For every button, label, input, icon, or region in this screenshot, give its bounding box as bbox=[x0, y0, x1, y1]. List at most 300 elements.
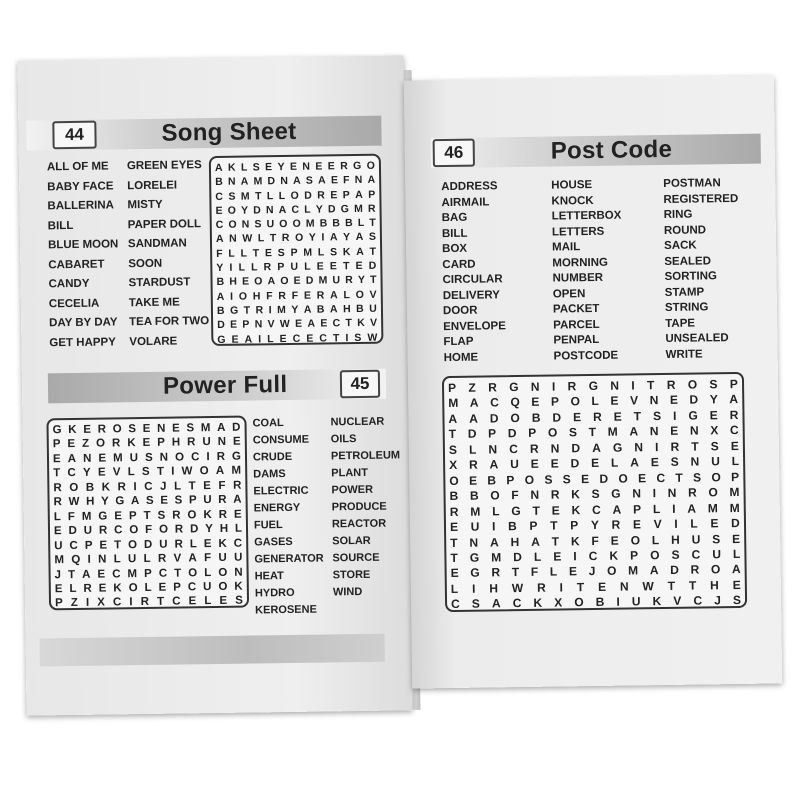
grid-letter: E bbox=[327, 160, 335, 173]
grid-letter: G bbox=[353, 159, 362, 173]
grid-letter: S bbox=[128, 423, 137, 436]
word-list-item: REACTOR bbox=[331, 517, 387, 531]
grid-letter: F bbox=[204, 552, 212, 565]
grid-letter: R bbox=[687, 485, 697, 500]
power-full-banner bbox=[48, 369, 386, 404]
grid-letter: Y bbox=[709, 392, 718, 407]
grid-letter: E bbox=[610, 533, 619, 548]
grid-letter: B bbox=[216, 276, 225, 289]
grid-letter: S bbox=[471, 596, 480, 612]
grid-letter: G bbox=[217, 333, 226, 346]
grid-letter: L bbox=[267, 332, 274, 345]
grid-letter: T bbox=[53, 467, 61, 480]
grid-letter: C bbox=[215, 190, 224, 203]
grid-letter: C bbox=[191, 451, 200, 464]
grid-letter: K bbox=[609, 548, 619, 563]
word-list-item: VOLARE bbox=[129, 335, 178, 348]
grid-letter: R bbox=[488, 380, 497, 395]
grid-letter: K bbox=[113, 582, 122, 595]
word-list-item: CECELIA bbox=[48, 297, 100, 310]
grid-letter: C bbox=[591, 502, 601, 517]
word-list-item: HOUSE bbox=[551, 178, 593, 192]
grid-letter: L bbox=[304, 203, 311, 216]
grid-letter: N bbox=[667, 486, 677, 501]
grid-letter: E bbox=[531, 395, 540, 410]
grid-letter: A bbox=[630, 455, 640, 470]
grid-letter: H bbox=[710, 578, 719, 593]
grid-letter: S bbox=[591, 487, 600, 502]
grid-letter: O bbox=[187, 508, 197, 522]
grid-row bbox=[217, 330, 377, 347]
grid-letter: E bbox=[265, 161, 273, 174]
grid-letter: R bbox=[232, 479, 242, 492]
word-list-item: TEA FOR TWO bbox=[129, 315, 210, 329]
grid-letter: U bbox=[691, 532, 701, 547]
grid-letter: M bbox=[231, 465, 242, 478]
grid-letter: K bbox=[227, 161, 236, 174]
grid-letter: E bbox=[219, 595, 228, 608]
grid-letter: E bbox=[316, 260, 324, 273]
grid-letter: O bbox=[547, 425, 558, 440]
grid-letter: K bbox=[571, 487, 580, 502]
grid-letter: R bbox=[83, 582, 92, 595]
grid-letter: H bbox=[219, 523, 229, 536]
word-list-item: SOURCE bbox=[332, 551, 380, 565]
grid-letter: T bbox=[551, 534, 560, 549]
song-sheet-word-list-2 bbox=[127, 156, 210, 352]
grid-letter: B bbox=[319, 217, 328, 230]
grid-row bbox=[55, 594, 243, 611]
grid-letter: E bbox=[203, 537, 212, 550]
grid-letter: A bbox=[216, 290, 225, 303]
word-list-item: MORNING bbox=[552, 256, 609, 270]
grid-letter: R bbox=[216, 450, 226, 463]
grid-letter: S bbox=[710, 439, 719, 454]
grid-letter: T bbox=[369, 245, 377, 258]
grid-letter: I bbox=[345, 331, 349, 344]
grid-letter: A bbox=[188, 552, 197, 565]
grid-letter: O bbox=[570, 394, 580, 409]
grid-letter: P bbox=[144, 567, 152, 580]
grid-letter: M bbox=[470, 504, 481, 519]
word-list-item: CABARET bbox=[48, 258, 105, 271]
post-code-word-list-2 bbox=[551, 178, 623, 365]
grid-letter: A bbox=[307, 317, 316, 330]
grid-letter: O bbox=[710, 562, 721, 577]
grid-letter: A bbox=[303, 303, 312, 316]
grid-letter: G bbox=[340, 203, 349, 216]
grid-letter: I bbox=[171, 465, 175, 478]
grid-letter: W bbox=[511, 580, 524, 596]
grid-letter: B bbox=[449, 489, 459, 504]
grid-letter: L bbox=[257, 232, 265, 245]
grid-letter: A bbox=[329, 231, 338, 244]
grid-letter: Y bbox=[82, 467, 91, 480]
grid-letter: K bbox=[218, 537, 227, 550]
grid-letter: A bbox=[130, 495, 140, 508]
post-code-banner bbox=[431, 134, 761, 169]
word-list-item: POSTCODE bbox=[553, 349, 619, 363]
grid-letter: L bbox=[317, 246, 325, 259]
word-list-item: PRODUCE bbox=[331, 500, 387, 514]
grid-letter: R bbox=[263, 261, 272, 274]
grid-letter: O bbox=[129, 524, 139, 537]
grid-letter: S bbox=[709, 377, 718, 392]
word-list-item: STRING bbox=[664, 301, 709, 314]
word-list-item: CARD bbox=[442, 258, 476, 271]
grid-letter: R bbox=[187, 436, 196, 449]
grid-letter: T bbox=[450, 535, 458, 550]
grid-letter: P bbox=[52, 438, 61, 451]
grid-letter: P bbox=[550, 394, 560, 410]
grid-letter: S bbox=[670, 455, 679, 470]
song-sheet-page-number: 44 bbox=[52, 121, 96, 150]
grid-letter: G bbox=[611, 486, 621, 501]
grid-letter: E bbox=[295, 318, 303, 331]
grid-letter: B bbox=[345, 217, 353, 230]
grid-letter: E bbox=[450, 566, 459, 581]
grid-letter: P bbox=[529, 518, 538, 533]
grid-letter: G bbox=[115, 495, 125, 508]
grid-letter: H bbox=[670, 532, 680, 547]
grid-letter: C bbox=[512, 596, 522, 611]
grid-letter: E bbox=[215, 204, 223, 217]
word-list-item: GASES bbox=[254, 535, 293, 549]
grid-letter: L bbox=[69, 582, 77, 596]
word-list-item: AIRMAIL bbox=[441, 195, 490, 209]
grid-letter: B bbox=[316, 303, 325, 316]
grid-letter: W bbox=[181, 465, 193, 478]
grid-letter: S bbox=[562, 472, 571, 487]
grid-row bbox=[216, 273, 376, 290]
grid-letter: P bbox=[242, 318, 250, 331]
grid-letter: R bbox=[117, 481, 126, 494]
grid-letter: D bbox=[467, 426, 477, 442]
grid-letter: D bbox=[305, 274, 314, 288]
grid-letter: S bbox=[228, 190, 236, 203]
grid-letter: M bbox=[81, 510, 92, 523]
grid-letter: L bbox=[53, 510, 61, 523]
grid-letter: M bbox=[729, 485, 740, 500]
grid-letter: L bbox=[240, 161, 248, 174]
grid-letter: C bbox=[69, 539, 78, 552]
grid-letter: C bbox=[158, 567, 168, 580]
grid-letter: I bbox=[616, 594, 620, 610]
grid-letter: O bbox=[294, 232, 304, 245]
grid-letter: O bbox=[574, 595, 584, 610]
grid-letter: T bbox=[448, 427, 457, 442]
grid-letter: B bbox=[531, 410, 541, 425]
grid-letter: E bbox=[67, 438, 76, 451]
word-list-item: NUCLEAR bbox=[330, 415, 385, 429]
grid-letter: D bbox=[368, 259, 377, 272]
grid-letter: Y bbox=[590, 518, 600, 533]
grid-letter: E bbox=[231, 333, 239, 346]
grid-letter: K bbox=[571, 502, 581, 517]
grid-letter: H bbox=[171, 436, 181, 450]
grid-letter: D bbox=[143, 538, 153, 551]
grid-letter: U bbox=[218, 551, 227, 565]
grid-letter: A bbox=[355, 188, 363, 201]
grid-letter: N bbox=[254, 318, 263, 331]
grid-letter: D bbox=[189, 523, 199, 536]
grid-letter: R bbox=[317, 189, 325, 202]
grid-letter: R bbox=[174, 538, 183, 551]
grid-letter: T bbox=[688, 578, 697, 593]
grid-letter: T bbox=[370, 274, 377, 287]
grid-letter: W bbox=[279, 318, 290, 331]
grid-letter: I bbox=[672, 408, 677, 423]
grid-letter: Y bbox=[291, 303, 299, 316]
grid-letter: Y bbox=[240, 204, 249, 217]
grid-letter: K bbox=[203, 508, 212, 521]
grid-letter: T bbox=[332, 331, 340, 344]
grid-letter: R bbox=[345, 274, 353, 287]
grid-letter: T bbox=[633, 409, 642, 424]
grid-letter: C bbox=[187, 581, 197, 594]
word-list-item: STARDUST bbox=[128, 276, 191, 290]
grid-letter: F bbox=[266, 289, 273, 302]
grid-letter: O bbox=[290, 189, 299, 202]
grid-letter: E bbox=[315, 160, 323, 173]
word-list-item: DOOR bbox=[442, 304, 478, 318]
word-list-item: NUMBER bbox=[552, 271, 604, 285]
grid-letter: E bbox=[97, 466, 106, 480]
grid-letter: H bbox=[489, 581, 499, 596]
grid-letter: D bbox=[507, 426, 517, 441]
grid-letter: U bbox=[83, 524, 93, 538]
grid-letter: R bbox=[316, 289, 325, 302]
grid-letter: N bbox=[302, 160, 311, 173]
grid-letter: U bbox=[159, 538, 168, 551]
grid-letter: S bbox=[157, 509, 166, 522]
grid-letter: T bbox=[188, 480, 196, 493]
grid-letter: C bbox=[691, 547, 701, 562]
grid-letter: M bbox=[303, 246, 313, 259]
word-list-item: SOON bbox=[128, 257, 163, 270]
grid-letter: U bbox=[712, 547, 722, 562]
grid-letter: O bbox=[218, 580, 228, 593]
grid-letter: I bbox=[655, 439, 659, 454]
grid-letter: N bbox=[265, 204, 274, 217]
grid-letter: T bbox=[143, 509, 151, 522]
grid-letter: U bbox=[332, 274, 341, 287]
grid-letter: N bbox=[354, 174, 363, 187]
grid-letter: C bbox=[67, 467, 76, 480]
grid-letter: P bbox=[570, 518, 579, 533]
grid-letter: A bbox=[649, 563, 659, 578]
word-list-item: OPEN bbox=[552, 287, 586, 301]
word-list-item: SANDMAN bbox=[127, 237, 187, 251]
grid-letter: I bbox=[491, 519, 496, 534]
grid-letter: A bbox=[629, 424, 639, 439]
grid-letter: Y bbox=[216, 261, 224, 275]
grid-letter: G bbox=[612, 440, 623, 455]
grid-letter: T bbox=[156, 596, 165, 609]
grid-letter: S bbox=[254, 218, 262, 231]
grid-letter: U bbox=[369, 302, 377, 315]
grid-letter: N bbox=[550, 441, 560, 456]
grid-letter: A bbox=[592, 440, 601, 455]
grid-letter: N bbox=[488, 442, 498, 457]
grid-letter: O bbox=[630, 532, 641, 548]
grid-letter: Y bbox=[357, 274, 366, 287]
grid-letter: A bbox=[731, 562, 741, 577]
word-list-item: HOME bbox=[443, 351, 479, 364]
grid-letter: Y bbox=[277, 161, 285, 174]
grid-letter: J bbox=[714, 593, 721, 608]
grid-letter: P bbox=[84, 539, 93, 552]
grid-letter: F bbox=[218, 479, 226, 492]
grid-letter: F bbox=[591, 533, 599, 548]
grid-letter: R bbox=[218, 508, 228, 521]
grid-letter: O bbox=[128, 582, 138, 595]
grid-letter: T bbox=[156, 466, 165, 479]
grid-letter: D bbox=[217, 319, 225, 332]
grid-letter: O bbox=[96, 437, 106, 451]
grid-letter: L bbox=[732, 546, 741, 562]
word-list-item: GENERATOR bbox=[254, 552, 324, 566]
grid-letter: R bbox=[536, 580, 546, 595]
grid-letter: R bbox=[567, 379, 577, 394]
grid-letter: C bbox=[114, 524, 123, 537]
grid-letter: E bbox=[730, 438, 739, 453]
grid-letter: T bbox=[252, 247, 260, 260]
grid-letter: A bbox=[215, 465, 225, 478]
grid-letter: V bbox=[653, 517, 662, 532]
grid-letter: B bbox=[487, 473, 497, 488]
grid-letter: E bbox=[142, 422, 151, 436]
grid-letter: L bbox=[144, 581, 152, 594]
grid-letter: N bbox=[229, 233, 237, 246]
grid-letter: E bbox=[188, 595, 197, 608]
grid-letter: S bbox=[568, 425, 578, 440]
word-list-item: BALLERINA bbox=[47, 199, 115, 213]
grid-letter: A bbox=[367, 174, 376, 187]
grid-letter: N bbox=[632, 486, 642, 501]
grid-letter: O bbox=[175, 451, 185, 464]
grid-letter: R bbox=[491, 565, 501, 580]
grid-letter: L bbox=[234, 522, 243, 535]
grid-letter: M bbox=[318, 274, 328, 287]
grid-letter: L bbox=[238, 261, 246, 274]
grid-letter: E bbox=[468, 473, 478, 488]
grid-letter: G bbox=[470, 566, 480, 581]
grid-letter: E bbox=[709, 408, 718, 423]
grid-letter: R bbox=[281, 232, 290, 245]
post-code-word-list-3 bbox=[663, 176, 740, 363]
grid-letter: F bbox=[145, 524, 153, 537]
grid-letter: L bbox=[591, 394, 599, 409]
grid-letter: U bbox=[631, 594, 641, 609]
grid-letter: A bbox=[217, 421, 226, 434]
grid-letter: O bbox=[524, 472, 535, 487]
grid-letter: X bbox=[449, 458, 458, 473]
grid-letter: F bbox=[291, 289, 299, 302]
grid-letter: R bbox=[174, 523, 184, 536]
grid-letter: N bbox=[690, 454, 700, 469]
grid-letter: D bbox=[570, 456, 580, 471]
grid-letter: E bbox=[530, 457, 539, 472]
grid-letter: L bbox=[357, 217, 365, 230]
grid-letter: B bbox=[215, 176, 223, 189]
word-list-item: PLANT bbox=[331, 466, 368, 480]
grid-letter: I bbox=[674, 516, 678, 531]
grid-letter: E bbox=[330, 188, 338, 201]
grid-letter: L bbox=[343, 288, 350, 301]
grid-letter: R bbox=[140, 596, 150, 609]
grid-letter: R bbox=[278, 289, 287, 302]
word-list-item: POSTMAN bbox=[663, 177, 721, 190]
grid-letter: P bbox=[731, 469, 740, 484]
grid-letter: O bbox=[606, 564, 617, 579]
grid-letter: I bbox=[206, 450, 210, 464]
grid-letter: N bbox=[634, 440, 644, 455]
grid-letter: W bbox=[367, 331, 378, 344]
grid-letter: O bbox=[490, 488, 500, 503]
grid-letter: U bbox=[127, 553, 137, 566]
grid-letter: N bbox=[689, 423, 699, 439]
grid-letter: T bbox=[345, 317, 352, 330]
grid-letter: T bbox=[67, 568, 76, 581]
grid-letter: N bbox=[227, 175, 236, 189]
grid-letter: A bbox=[267, 275, 276, 288]
grid-letter: R bbox=[53, 496, 63, 509]
grid-letter: S bbox=[330, 246, 338, 259]
grid-letter: A bbox=[278, 203, 287, 216]
grid-letter: A bbox=[491, 596, 501, 611]
power-full-title: Power Full bbox=[162, 370, 288, 400]
grid-letter: Y bbox=[343, 231, 351, 244]
word-list-item: OILS bbox=[330, 433, 357, 446]
grid-letter: N bbox=[280, 175, 288, 188]
grid-letter: V bbox=[629, 393, 639, 408]
grid-letter: O bbox=[280, 275, 289, 288]
grid-letter: O bbox=[112, 423, 122, 436]
grid-letter: A bbox=[67, 452, 77, 465]
grid-letter: S bbox=[186, 422, 195, 435]
grid-letter: R bbox=[611, 517, 621, 532]
grid-letter: N bbox=[619, 579, 629, 594]
grid-letter: L bbox=[549, 564, 558, 580]
grid-letter: O bbox=[188, 566, 198, 579]
grid-letter: P bbox=[277, 261, 285, 274]
grid-letter: E bbox=[54, 583, 63, 596]
grid-letter: L bbox=[533, 549, 542, 564]
grid-letter: A bbox=[293, 175, 301, 188]
grid-letter: O bbox=[199, 465, 209, 478]
grid-letter: Y bbox=[205, 523, 213, 536]
power-full-word-list-1 bbox=[252, 415, 324, 620]
grid-letter: V bbox=[370, 316, 378, 330]
word-list-item: CRUDE bbox=[252, 450, 293, 464]
word-list-item: GREEN EYES bbox=[126, 159, 202, 173]
grid-letter: E bbox=[320, 317, 328, 330]
word-list-item: DAMS bbox=[253, 468, 286, 481]
grid-letter: E bbox=[158, 581, 167, 594]
grid-letter: B bbox=[508, 519, 517, 534]
grid-letter: M bbox=[729, 500, 740, 515]
grid-letter: K bbox=[68, 423, 77, 437]
grid-letter: P bbox=[173, 581, 181, 594]
grid-letter: U bbox=[233, 551, 243, 564]
grid-row bbox=[216, 216, 376, 233]
power-full-page-number: 45 bbox=[340, 370, 380, 399]
grid-letter: A bbox=[531, 534, 540, 549]
grid-letter: K bbox=[127, 437, 136, 450]
grid-letter: O bbox=[69, 481, 79, 494]
grid-letter: I bbox=[672, 501, 676, 516]
